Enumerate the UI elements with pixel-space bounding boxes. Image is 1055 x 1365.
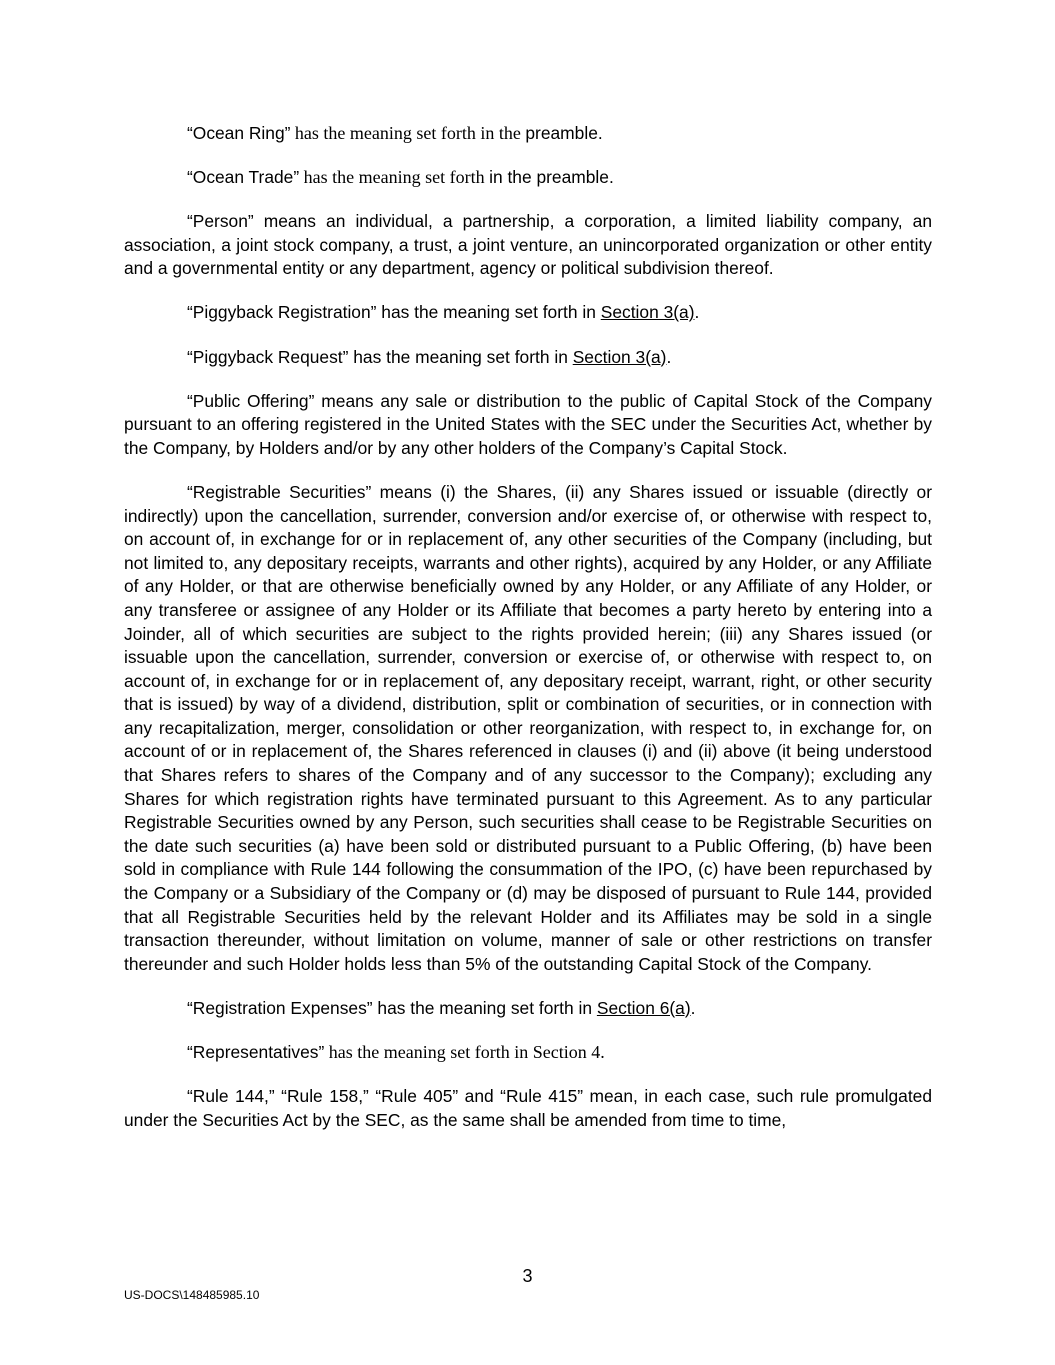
definition-registration-expenses-end: . bbox=[690, 997, 696, 1018]
definition-ocean-ring-text: has the meaning set forth in the bbox=[290, 123, 526, 143]
definition-registration-expenses-text: “Registration Expenses” has the meaning set forth in bbox=[187, 997, 597, 1018]
definition-piggyback-registration-text: “Piggyback Registration” has the meaning set forth in bbox=[187, 302, 601, 323]
section-reference-link: Section 6(a) bbox=[596, 997, 691, 1018]
definition-public-offering: “Public Offering” means any sale or distribution to the public of Capital Stock of the Company pursuant to an offering registered in the United States with the SEC under the Securities Act, whether by the Company, by Holders and/or by any other holders of the Company’s Capital Stock. bbox=[124, 390, 932, 458]
definition-registration-expenses bbox=[124, 997, 932, 1021]
definition-piggyback-request-end: . bbox=[666, 346, 672, 367]
term-ocean-ring: “Ocean Ring” bbox=[187, 123, 291, 143]
definition-piggyback-registration bbox=[124, 301, 932, 325]
section-reference-link: Section 3(a) bbox=[600, 302, 695, 323]
definition-rule-144: “Rule 144,” “Rule 158,” “Rule 405” and “Rule 415” mean, in each case, such rule promulgated under the Securities Act by the SEC, as the same shall be amended from time to time, bbox=[124, 1086, 932, 1130]
definition-representatives-text: has the meaning set forth in Section 4. bbox=[324, 1042, 605, 1062]
definition-representatives bbox=[124, 1041, 932, 1065]
definition-ocean-trade-text: has the meaning set forth bbox=[299, 167, 490, 188]
definition-ocean-trade bbox=[124, 166, 932, 190]
definition-piggyback-request bbox=[124, 346, 932, 370]
document-id: US-DOCS\148485985.10 bbox=[124, 1288, 260, 1302]
section-reference-link: Section 3(a) bbox=[572, 346, 667, 367]
definition-ocean-ring-end: preamble. bbox=[525, 123, 603, 143]
term-representatives: “Representatives” bbox=[187, 1042, 325, 1062]
definitions-body bbox=[124, 122, 932, 1153]
definition-registrable-securities: “Registrable Securities” means (i) the Shares, (ii) any Shares issued or issuable (directly or indirectly) upon the cancellation, surrender, conversion and/or exercise of, or otherwise with respect to, on account of, in exchange for or in replacement of, any other securities of the Company (including, but not limited to, any depositary receipts, warrants and other rights), acquired by any Holder, or any Affiliate of any Holder, or that are otherwise beneficially owned by any Holder, or any Affiliate of any Holder, or any transferee or assignee of any Holder or its Affiliate that becomes a party hereto by entering into a Joinder, all of which securities are subject to the rights provided herein; (iii) any Shares issued (or issuable upon the cancellation, surrender, conversion or exercise of, or otherwise with respect to, on account of, in exchange for or in replacement of, any depositary receipt, warrant, right, or other security that is issued) by way of a dividend, distribution, split or combination of securities, or in connection with any recapitalization, merger, consolidation or other reorganization, with respect to, in exchange for, on account of or in replacement of, the Shares referenced in clauses (i) and (ii) above (it being understood that Shares refers to shares of the Company and of any successor to the Company); excluding any Shares for which registration rights have terminated pursuant to this Agreement. As to any particular Registrable Securities owned by any Person, such securities shall cease to be Registrable Securities on the date such securities (a) have been sold or distributed pursuant to a Public Offering, (b) have been sold in compliance with Rule 144 following the consummation of the IPO, (c) have been repurchased by the Company or a Subsidiary of the Company or (d) may be disposed of pursuant to Rule 144, provided that all Registrable Securities held by the relevant Holder and its Affiliates may be sold in a single transaction thereunder, without limitation on volume, manner of sale or other restrictions on transfer thereunder and such Holder holds less than 5% of the outstanding Capital Stock of the Company. bbox=[124, 481, 932, 974]
definition-piggyback-registration-end: . bbox=[694, 302, 700, 323]
page-number: 3 bbox=[522, 1266, 533, 1286]
definition-ocean-trade-end: in the preamble. bbox=[489, 167, 614, 188]
definition-piggyback-request-text: “Piggyback Request” has the meaning set forth in bbox=[187, 346, 573, 367]
term-ocean-trade: “Ocean Trade” bbox=[187, 167, 300, 188]
definition-person: “Person” means an individual, a partnership, a corporation, a limited liability company, an association, a joint stock company, a trust, a joint venture, an unincorporated organization or other entity and a governmental entity or any department, agency or political subdivision thereof. bbox=[124, 211, 932, 279]
definition-ocean-ring bbox=[124, 122, 932, 146]
